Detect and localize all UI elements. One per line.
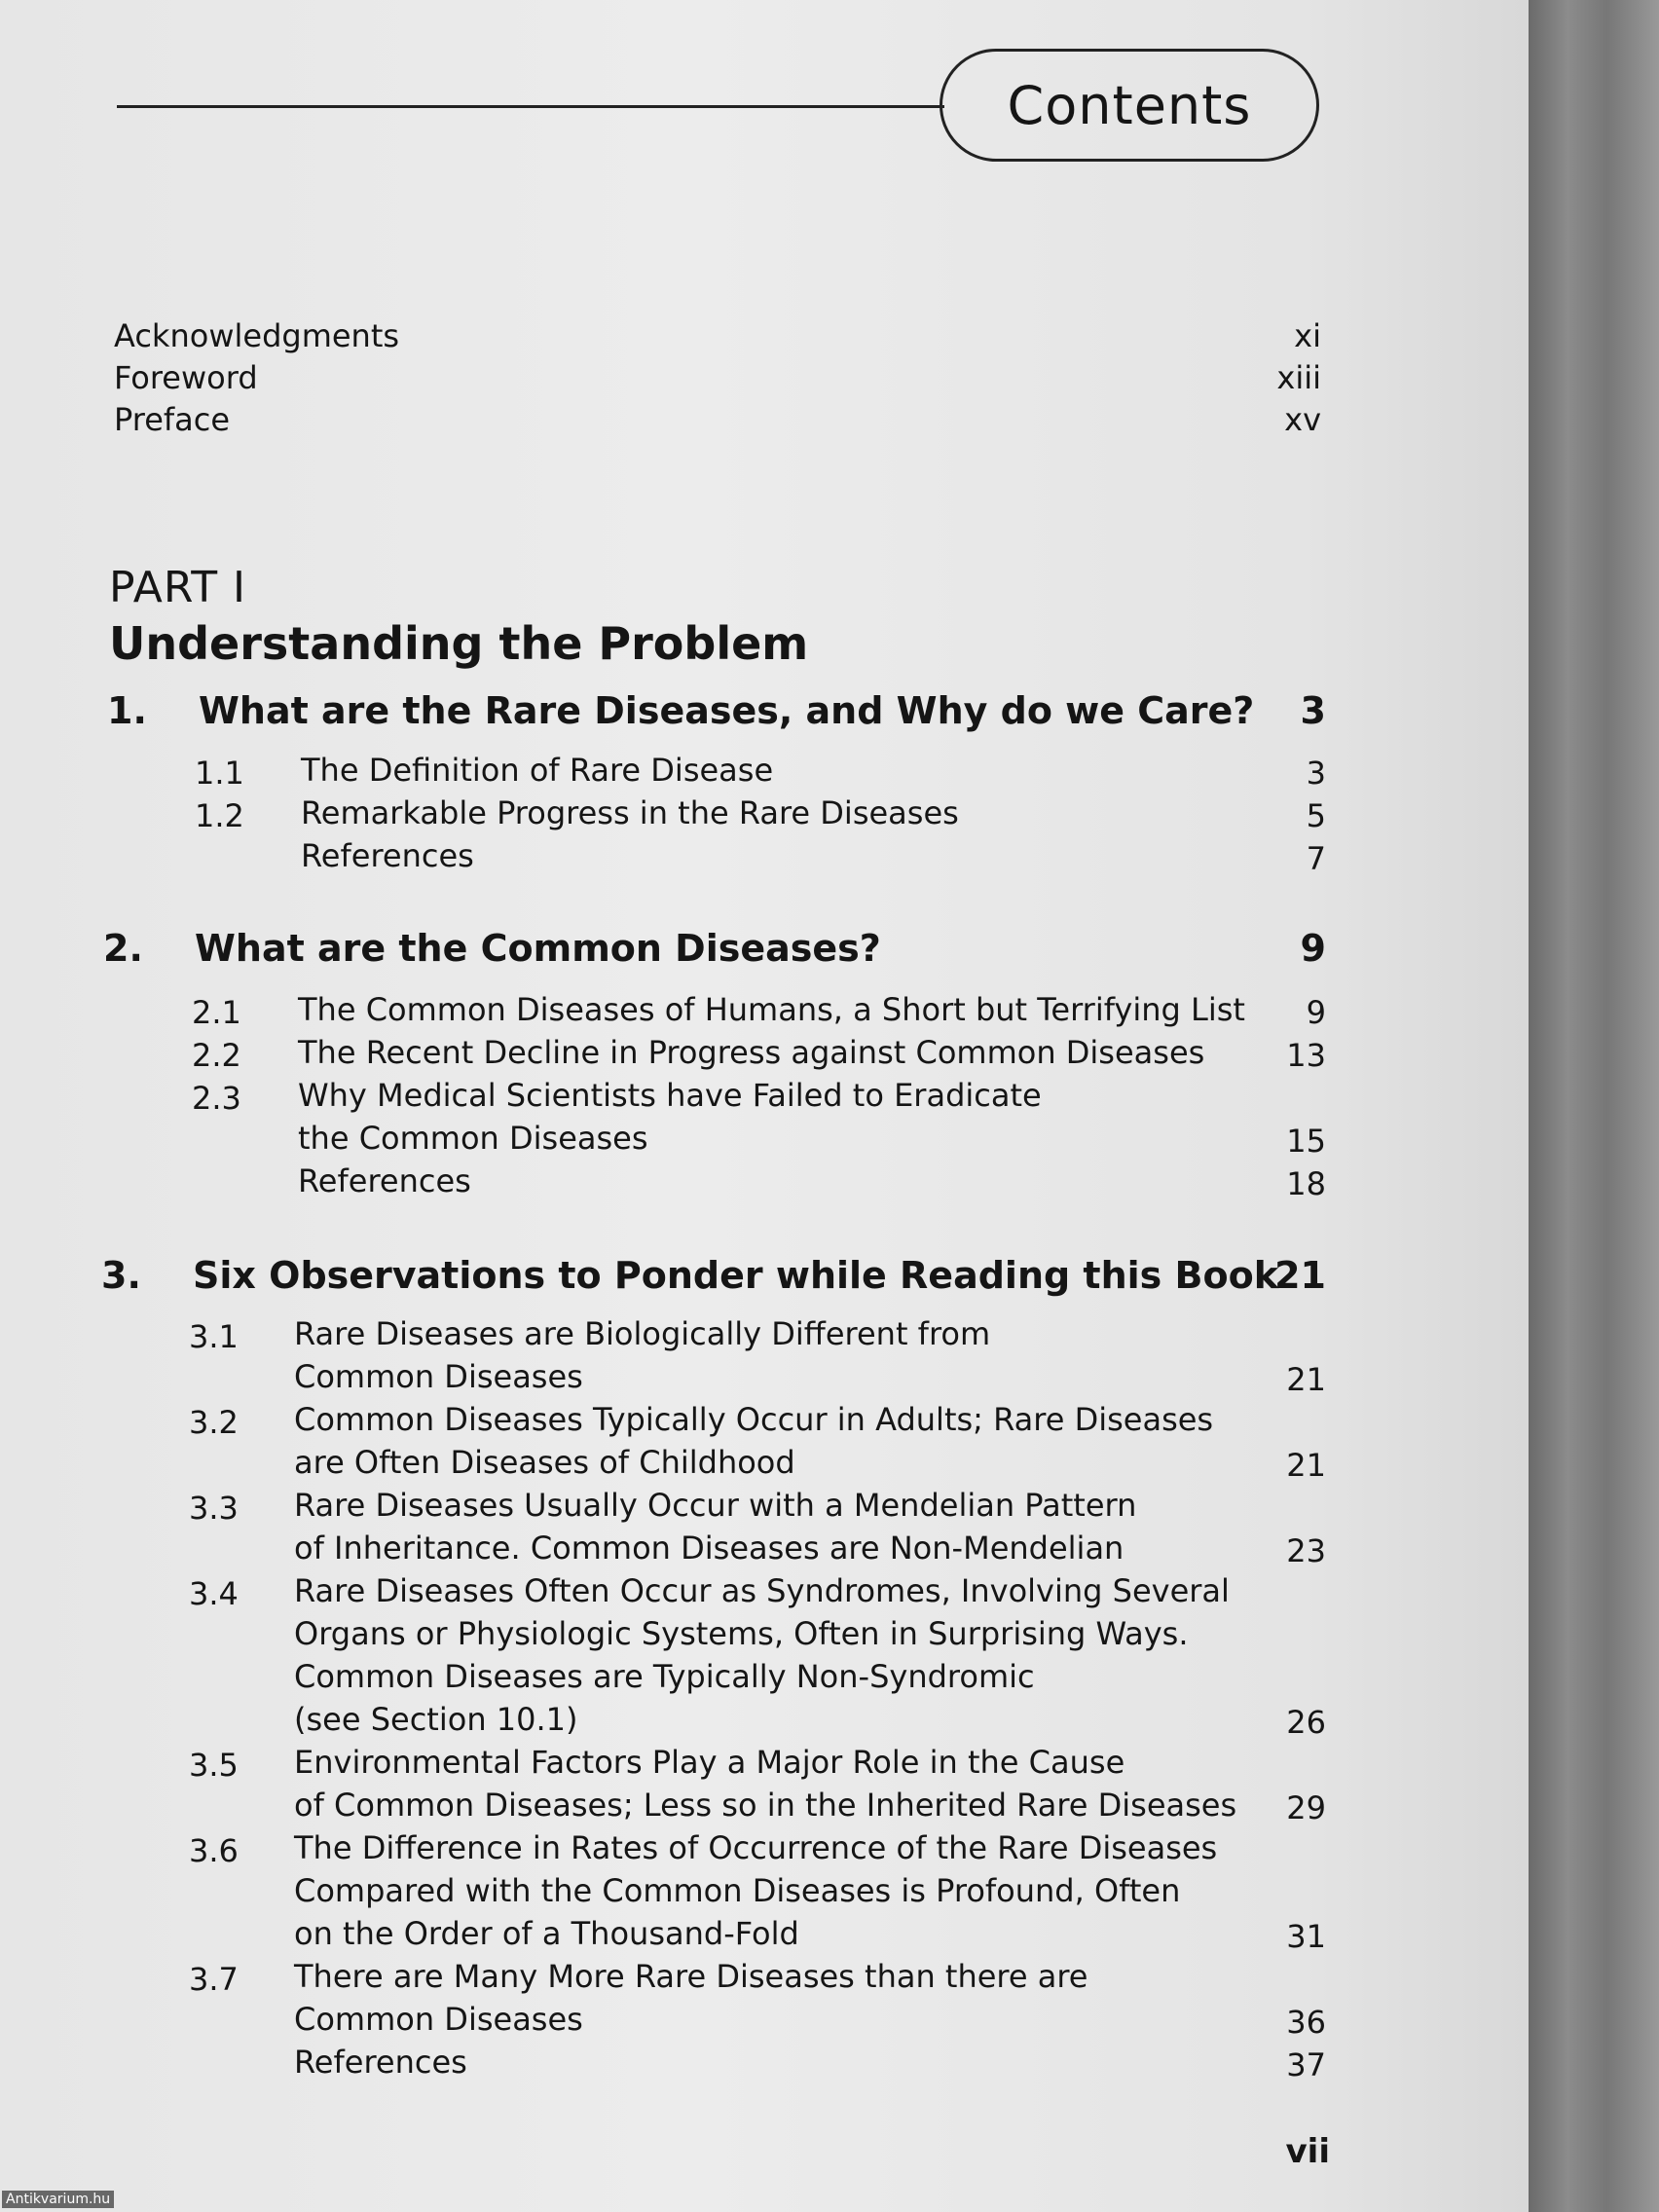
- section-title-line: Why Medical Scientists have Failed to Eradicate: [298, 1077, 1042, 1114]
- chapter-page: 9: [1300, 927, 1326, 970]
- front-matter-label: Acknowledgments: [114, 317, 400, 354]
- section-number: 1.2: [195, 797, 244, 834]
- front-matter-label: Foreword: [114, 359, 258, 396]
- section-page: 29: [1286, 1789, 1326, 1826]
- section-page: 9: [1306, 994, 1326, 1031]
- section-title-line: on the Order of a Thousand-Fold: [294, 1915, 799, 1952]
- section-page: 7: [1306, 840, 1326, 877]
- section-page: 15: [1286, 1123, 1326, 1160]
- section-title-line: of Inheritance. Common Diseases are Non-Mendelian: [294, 1530, 1124, 1567]
- section-page: 37: [1286, 2046, 1326, 2083]
- section-title-line: Organs or Physiologic Systems, Often in Surprising Ways.: [294, 1615, 1189, 1652]
- section-number: 3.6: [189, 1832, 239, 1869]
- section-title-line: Common Diseases: [294, 2001, 583, 2038]
- section-title-line: the Common Diseases: [298, 1120, 648, 1157]
- section-page: 36: [1286, 2004, 1326, 2041]
- chapter-number: 1.: [107, 689, 147, 732]
- front-matter-page: xiii: [1276, 359, 1321, 396]
- part-label: PART I: [109, 563, 247, 612]
- front-matter-row: [114, 317, 1321, 360]
- section-title-line: Rare Diseases Usually Occur with a Mendelian Pattern: [294, 1487, 1137, 1524]
- section-page: 23: [1286, 1532, 1326, 1569]
- section-number: 3.7: [189, 1961, 239, 1998]
- section-title-line: Rare Diseases Often Occur as Syndromes, Involving Several: [294, 1572, 1230, 1609]
- section-number: 3.1: [189, 1318, 239, 1355]
- section-title-line: Common Diseases: [294, 1358, 583, 1395]
- section-page: 21: [1286, 1447, 1326, 1484]
- part-title: Understanding the Problem: [109, 617, 809, 670]
- section-title-line: Common Diseases are Typically Non-Syndromic: [294, 1658, 1035, 1695]
- watermark: Antikvarium.hu: [2, 2191, 114, 2208]
- front-matter-row: [114, 401, 1321, 444]
- section-page: 18: [1286, 1165, 1326, 1202]
- section-title-line: The Recent Decline in Progress against Common Diseases: [298, 1034, 1205, 1071]
- front-matter-page: xv: [1284, 401, 1321, 438]
- section-page: 31: [1286, 1918, 1326, 1955]
- section-page: 26: [1286, 1704, 1326, 1741]
- section-title-line: Rare Diseases are Biologically Different from: [294, 1315, 991, 1352]
- section-title-line: Environmental Factors Play a Major Role in the Cause: [294, 1744, 1125, 1781]
- section-number: 1.1: [195, 755, 244, 792]
- chapter-page: 21: [1274, 1254, 1326, 1297]
- section-number: 3.2: [189, 1404, 239, 1441]
- chapter-title: What are the Common Diseases?: [195, 927, 881, 970]
- section-number: 3.3: [189, 1490, 239, 1527]
- section-title-line: There are Many More Rare Diseases than there are: [294, 1958, 1088, 1995]
- section-page: 13: [1286, 1037, 1326, 1074]
- chapter-title: What are the Rare Diseases, and Why do we Care?: [199, 689, 1255, 732]
- section-number: 2.1: [192, 994, 241, 1031]
- book-gutter: [1529, 0, 1659, 2212]
- chapter-number: 3.: [101, 1254, 141, 1297]
- section-number: 3.4: [189, 1575, 239, 1612]
- chapter-title: Six Observations to Ponder while Reading this Book: [193, 1254, 1278, 1297]
- section-title-line: Common Diseases Typically Occur in Adults; Rare Diseases: [294, 1401, 1214, 1438]
- header-rule: [117, 105, 944, 108]
- section-title-line: of Common Diseases; Less so in the Inherited Rare Diseases: [294, 1787, 1237, 1824]
- section-title-line: The Common Diseases of Humans, a Short but Terrifying List: [298, 991, 1245, 1028]
- section-title-line: are Often Diseases of Childhood: [294, 1444, 795, 1481]
- section-title-line: Remarkable Progress in the Rare Diseases: [301, 794, 959, 831]
- section-title-line: The Difference in Rates of Occurrence of the Rare Diseases: [294, 1829, 1218, 1866]
- references-label: References: [298, 1162, 471, 1199]
- section-page: 3: [1306, 755, 1326, 792]
- section-title-line: (see Section 10.1): [294, 1701, 578, 1738]
- contents-title: Contents: [1007, 74, 1252, 136]
- section-title-line: Compared with the Common Diseases is Profound, Often: [294, 1872, 1181, 1909]
- section-number: 2.3: [192, 1080, 241, 1117]
- front-matter-row: [114, 359, 1321, 402]
- front-matter-label: Preface: [114, 401, 231, 438]
- section-page: 5: [1306, 797, 1326, 834]
- page-number: vii: [1285, 2132, 1330, 2171]
- chapter-number: 2.: [103, 927, 143, 970]
- contents-heading: [940, 49, 1319, 162]
- section-number: 2.2: [192, 1037, 241, 1074]
- section-number: 3.5: [189, 1747, 239, 1784]
- front-matter-page: xi: [1294, 317, 1321, 354]
- chapter-page: 3: [1300, 689, 1326, 732]
- section-page: 21: [1286, 1361, 1326, 1398]
- references-label: References: [301, 837, 474, 874]
- references-label: References: [294, 2044, 467, 2081]
- section-title-line: The Definition of Rare Disease: [301, 752, 774, 789]
